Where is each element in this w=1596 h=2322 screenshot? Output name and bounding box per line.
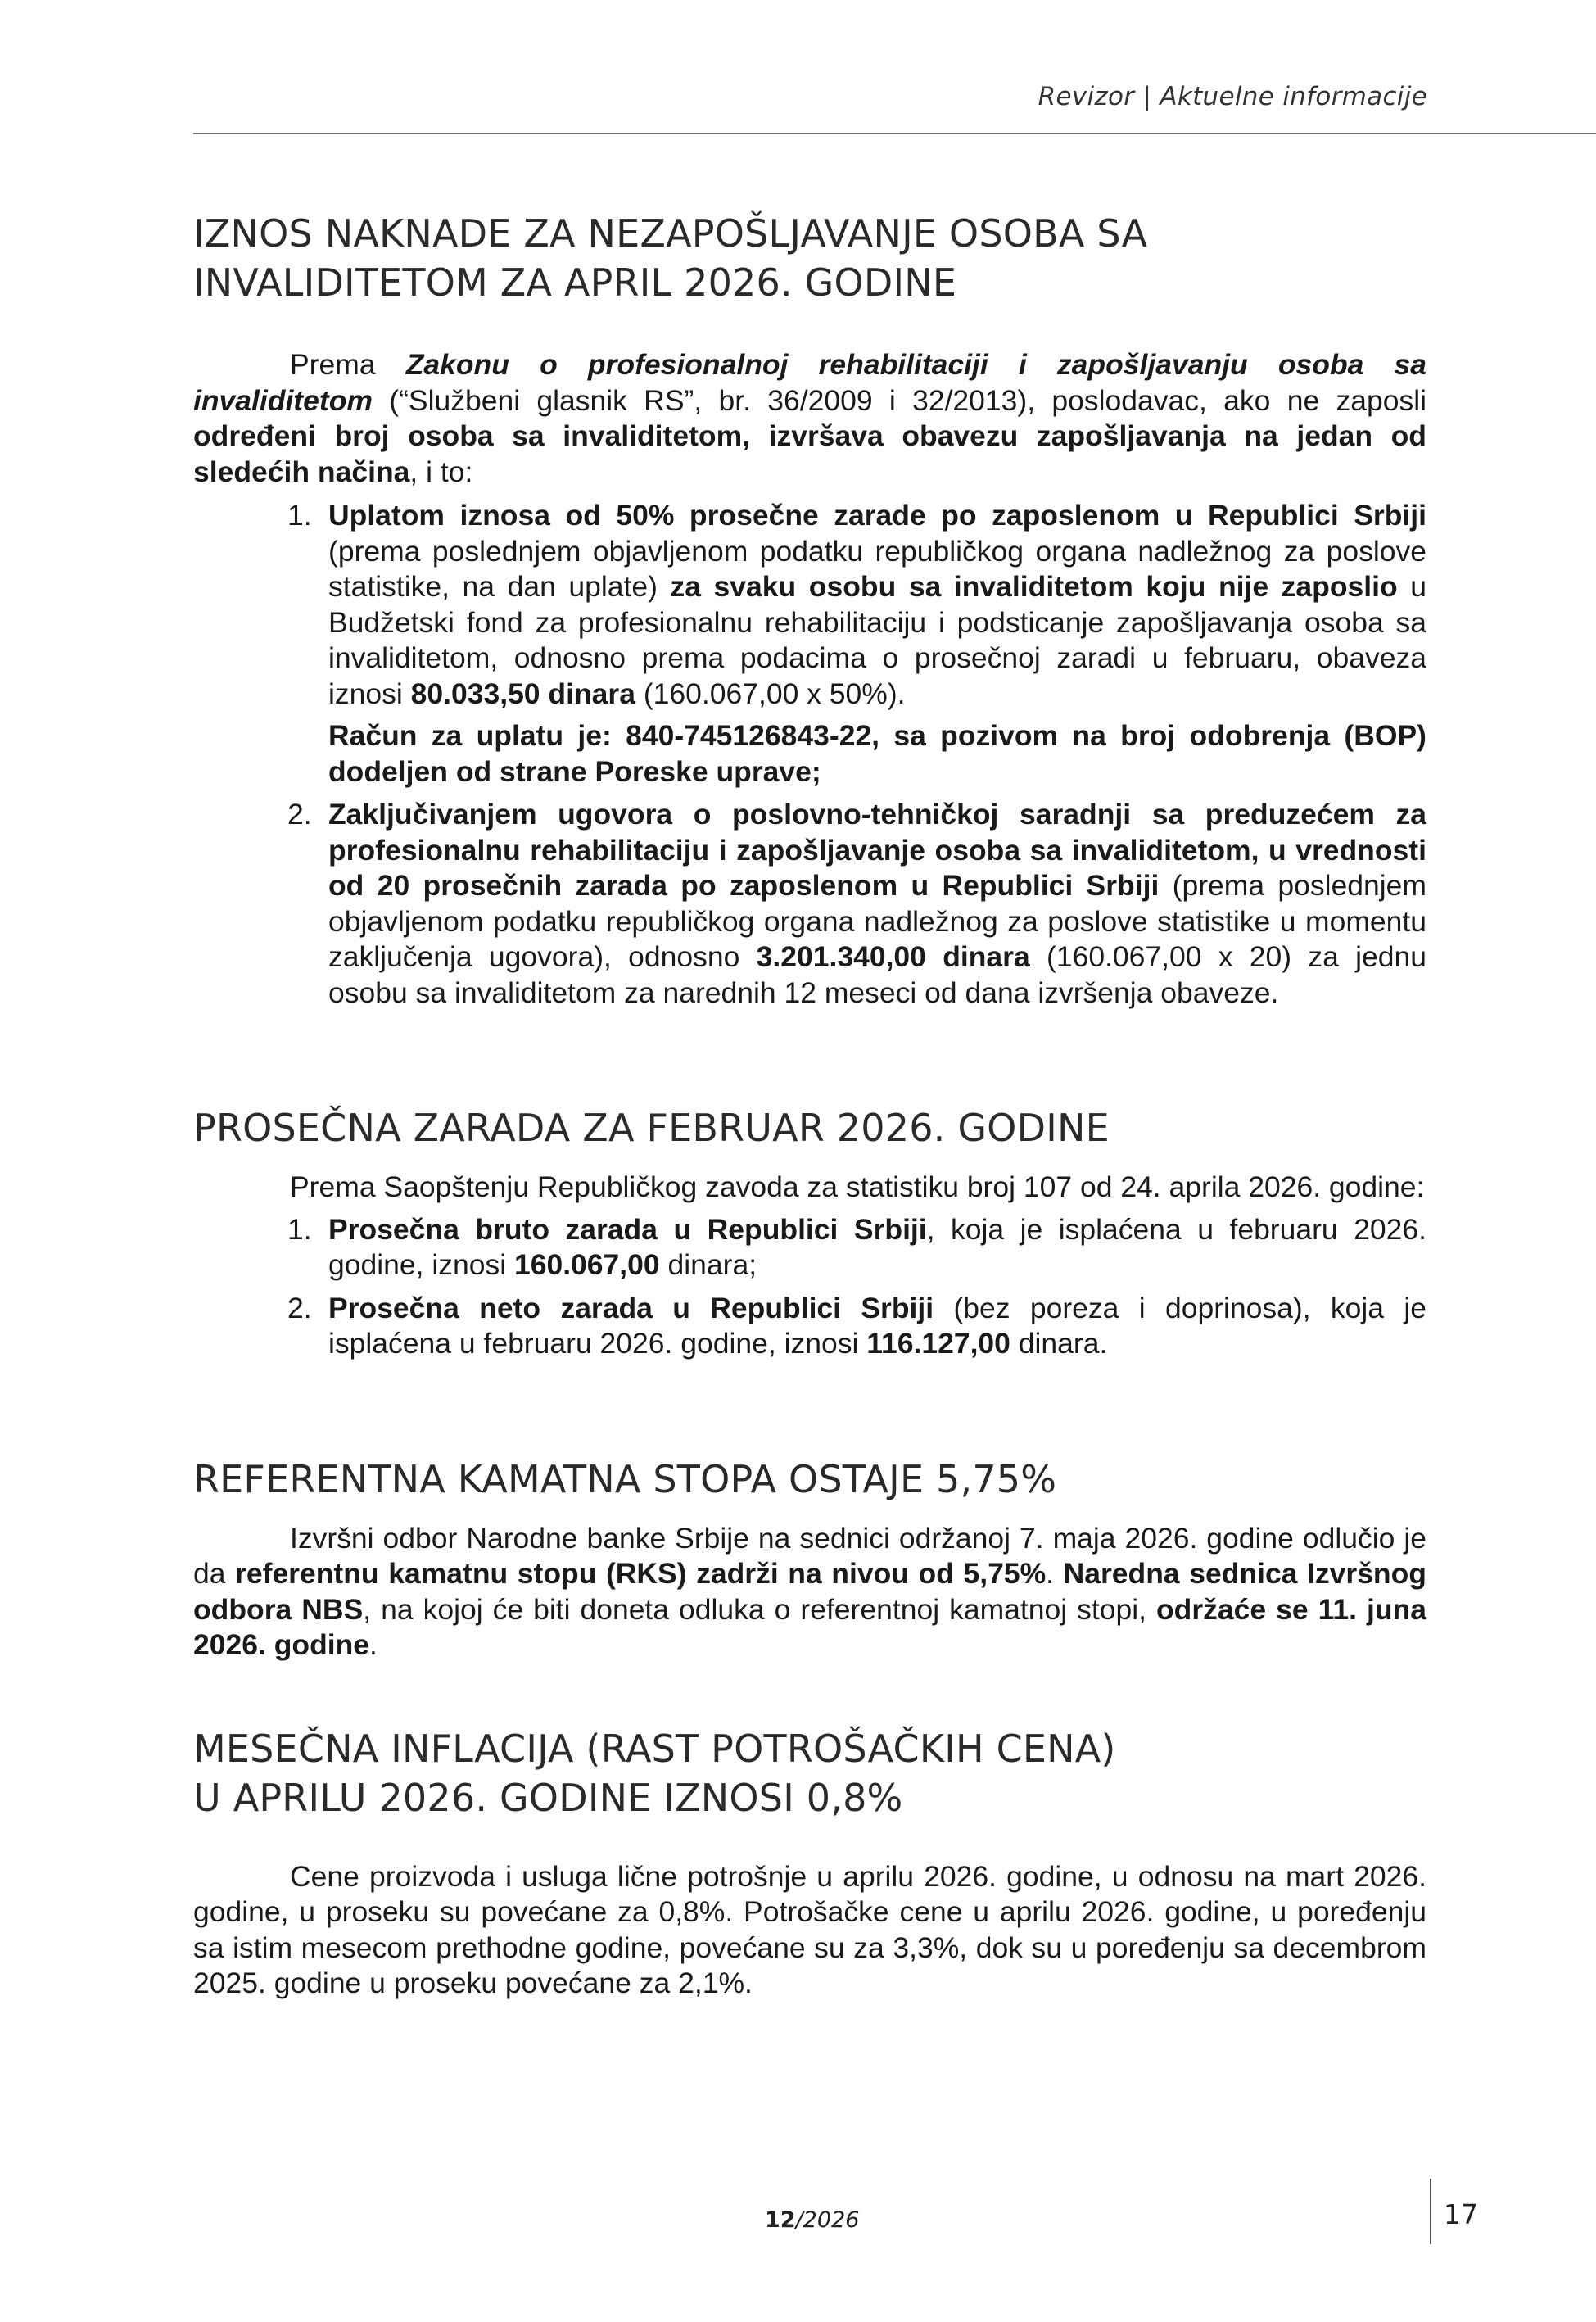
title-line-2: U APRILU 2026. GODINE IZNOSI 0,8% <box>193 1775 903 1820</box>
list-item: 2. Zaključivanjem ugovora o poslovno-tehničkoj saradnji sa preduzećem za profesionalnu rehabilitaciju i zapošljavanje osoba sa invaliditetom, u vrednosti od 20 prosečnih zarada po zaposlenom u Republici Srbiji (prema poslednjem objavljenom podatku republičkog organa nadležnog za poslove statistike u momentu zaključenja ugovora), odnosno 3.201.340,00 dinara (160.067,00 x 20) za jednu osobu sa invaliditetom za narednih 12 meseci od dana izvršenja obaveze. <box>287 798 1426 1009</box>
section-disability-fee <box>193 209 1426 1011</box>
list-item: 1. Uplatom iznosa od 50% prosečne zarade po zaposlenom u Republici Srbiji (prema poslednjem objavljenom podatku republičkog organa nadležnog za poslove statistike, na dan uplate) za svaku osobu sa invaliditetom koju nije zaposlio u Budžetski fond za profesionalnu rehabilitaciju i podsticanje zapošljavanja osoba sa invaliditetom, odnosno prema podacima o prosečnoj zaradi u februaru, obaveza iznosi 80.033,50 dinara (160.067,00 x 50%). Račun za uplatu je: 840-745126843-22, sa pozivom na broj odobrenja (BOP) dodeljen od strane Poreske uprave; <box>193 498 1426 790</box>
section-body: Cene proizvoda i usluga lične potrošnje u aprilu 2026. godine, u odnosu na mart 2026. godine, u proseku su povećane za 0,8%. Potrošačke cene u aprilu 2026. godine, u poređenju sa istim mesecom prethodne godine, povećane su za 3,3%, dok su u poređenju sa decembrom 2025. godine u proseku povećane za 2,1%. <box>193 1859 1426 1999</box>
section-average-salary <box>193 1103 1426 1362</box>
list-item: 2. Prosečna neto zarada u Republici Srbiji (bez poreza i doprinosa), koja je isplaćena u februaru 2026. godine, iznosi 116.127,00 dinara. <box>287 1291 1426 1360</box>
header-divider <box>193 133 1596 134</box>
section-title <box>193 209 1426 307</box>
section-interest-rate <box>193 1455 1426 1663</box>
section-body: Izvršni odbor Narodne banke Srbije na sednici održanoj 7. maja 2026. godine odlučio je da referentnu kamatnu stopu (RKS) zadrži na nivou od 5,75%. Naredna sednica Izvršnog odbora NBS, na kojoj će biti doneta odluka o referentnoj kamatnoj stopi, održaće se 11. juna 2026. godine. <box>193 1521 1426 1661</box>
section-inflation <box>193 1724 1426 2002</box>
section-title: PROSEČNA ZARADA ZA FEBRUAR 2026. GODINE <box>193 1106 1110 1150</box>
section-intro: Prema Saopštenju Republičkog zavoda za statistiku broj 107 od 24. aprila 2026. godine: <box>290 1170 1425 1203</box>
title-line-1: MESEČNA INFLACIJA (RAST POTROŠAČKIH CENA) <box>193 1726 1116 1771</box>
law-reference: Zakonu o profesionalnoj rehabilitaciji i zapošljavanju osoba sa invaliditetom <box>193 348 1426 417</box>
running-header: Revizor | Aktuelne informacije <box>1038 82 1427 111</box>
title-line-2: INVALIDITETOM ZA APRIL 2026. GODINE <box>193 260 957 305</box>
payment-account: Račun za uplatu je: 840-745126843-22, sa pozivom na broj odobrenja (BOP) dodeljen od strane Poreske uprave; <box>328 719 1426 788</box>
salary-list <box>193 1212 1426 1362</box>
page-number: 17 <box>1444 2198 1478 2230</box>
footer-divider <box>1430 2179 1431 2244</box>
section-intro: Prema Zakonu o profesionalnoj rehabilitaciji i zapošljavanju osoba sa invaliditetom (“Službeni glasnik RS”, br. 36/2009 i 32/2013), poslodavac, ako ne zaposli određeni broj osoba sa invaliditetom, izvršava obavezu zapošljavanja na jedan od sledećih načina, i to: <box>193 348 1426 488</box>
options-list <box>193 498 1426 1011</box>
page-content <box>193 209 1426 2002</box>
section-title <box>193 1724 1426 1822</box>
title-line-1: IZNOS NAKNADE ZA NEZAPOŠLJAVANJE OSOBA SA <box>193 211 1148 256</box>
list-item: 1. Prosečna bruto zarada u Republici Srbiji, koja je isplaćena u februaru 2026. godine, iznosi 160.067,00 dinara; <box>287 1212 1427 1281</box>
issue-number: 12/2026 <box>765 2207 860 2233</box>
section-title: REFERENTNA KAMATNA STOPA OSTAJE 5,75% <box>193 1456 1057 1501</box>
